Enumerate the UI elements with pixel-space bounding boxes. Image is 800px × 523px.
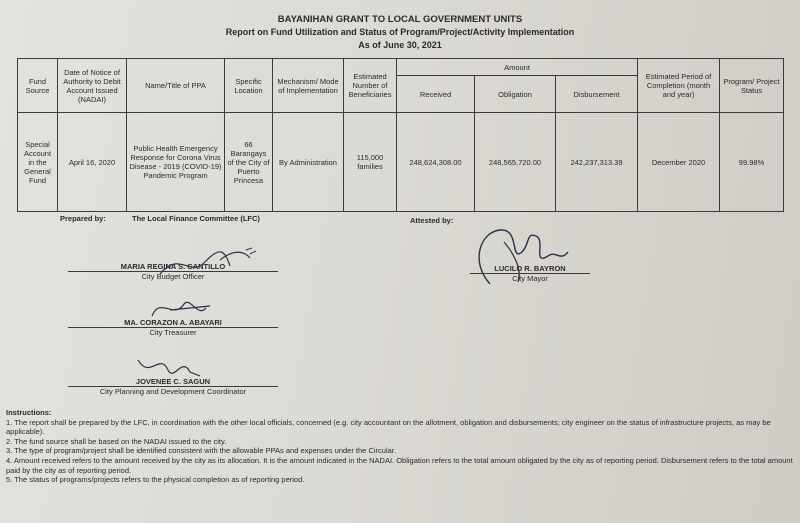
col-header-disbursement: Disbursement bbox=[556, 76, 638, 113]
budget-officer-title: City Budget Officer bbox=[141, 272, 205, 281]
cell-mechanism: By Administration bbox=[273, 113, 344, 212]
col-header-amount: Amount bbox=[397, 59, 638, 76]
col-header-fund-source: Fund Source bbox=[18, 59, 58, 113]
col-header-received: Received bbox=[397, 76, 475, 113]
signatory-budget-officer bbox=[68, 262, 278, 281]
planning-coordinator-name: JOVENEE C. SAGUN bbox=[135, 377, 211, 386]
instruction-item: 3. The type of program/project shall be identified consistent with the allowable PPAs and expenses under the Circular. bbox=[6, 446, 396, 456]
mayor-name: LUCILO R. BAYRON bbox=[494, 264, 566, 273]
instruction-item: 2. The fund source shall be based on the NADAI issued to the city. bbox=[6, 436, 227, 446]
col-header-date-notice: Date of Notice of Authority to Debit Account Issued (NADAI) bbox=[58, 59, 127, 113]
prepared-by-label: Prepared by: bbox=[60, 214, 106, 223]
cell-fund-source: Special Account in the General Fund bbox=[18, 113, 58, 212]
report-subtitle: Report on Fund Utilization and Status of Program/Project/Activity Implementation bbox=[225, 27, 575, 37]
table-row bbox=[18, 113, 784, 212]
table-header-row bbox=[18, 59, 784, 76]
fund-utilization-table bbox=[17, 58, 784, 212]
col-header-completion: Estimated Period of Completion (month and year) bbox=[638, 59, 720, 113]
cell-status: 99.98% bbox=[720, 113, 784, 212]
cell-date-notice: April 16, 2020 bbox=[58, 113, 127, 212]
treasurer-title: City Treasurer bbox=[149, 328, 197, 337]
cell-obligation: 248,565,720.00 bbox=[475, 113, 556, 212]
cell-location: 66 Barangays of the City of Puerto Princesa bbox=[225, 113, 273, 212]
attested-by-label: Attested by: bbox=[410, 216, 454, 225]
instructions-heading: Instructions: bbox=[6, 408, 52, 417]
cell-received: 248,624,308.00 bbox=[397, 113, 475, 212]
signatory-mayor bbox=[470, 264, 590, 283]
mayor-title: City Mayor bbox=[512, 274, 548, 283]
instruction-item: 1. The report shall be prepared by the LFC, in coordination with the other local officials, concerned (e.g. city accountant on the allotment, obligation and disbursements; city engineer on the status of infrastructure projects, as may be applicable). bbox=[6, 417, 771, 437]
planning-coordinator-title: City Planning and Development Coordinator bbox=[99, 387, 247, 396]
report-title: BAYANIHAN GRANT TO LOCAL GOVERNMENT UNITS bbox=[277, 14, 523, 25]
signatory-planning-coordinator bbox=[68, 377, 278, 396]
col-header-ppa-name: Name/Title of PPA bbox=[127, 59, 225, 113]
col-header-obligation: Obligation bbox=[475, 76, 556, 113]
instructions-section bbox=[6, 408, 796, 485]
instruction-item: 4. Amount received refers to the amount received by the city as its allocation. It is the amount indicated in the NADAI. Obligation refers to the total amount obligated by the city as of reporting period. Disbursement refers to the total amount paid by the city as of reporting period. bbox=[6, 455, 793, 475]
col-header-mechanism: Mechanism/ Mode of Implementation bbox=[273, 59, 344, 113]
cell-ppa-name: Public Health Emergency Response for Corona Virus Disease - 2019 (COVID-19) Pandemic Program bbox=[127, 113, 225, 212]
col-header-beneficiaries: Estimated Number of Beneficiaries bbox=[344, 59, 397, 113]
prepared-by-value: The Local Finance Committee (LFC) bbox=[132, 214, 260, 223]
budget-officer-name: MARIA REGINA S. CANTILLO bbox=[120, 262, 226, 271]
instruction-item: 5. The status of programs/projects refers to the physical completion as of reporting period. bbox=[6, 475, 305, 485]
report-date: As of June 30, 2021 bbox=[358, 40, 442, 50]
col-header-status: Program/ Project Status bbox=[720, 59, 784, 113]
cell-beneficiaries: 115,000 families bbox=[344, 113, 397, 212]
signatory-treasurer bbox=[68, 318, 278, 337]
treasurer-name: MA. CORAZON A. ABAYARI bbox=[124, 318, 222, 327]
cell-disbursement: 242,237,313.39 bbox=[556, 113, 638, 212]
col-header-location: Specific Location bbox=[225, 59, 273, 113]
cell-completion: December 2020 bbox=[638, 113, 720, 212]
